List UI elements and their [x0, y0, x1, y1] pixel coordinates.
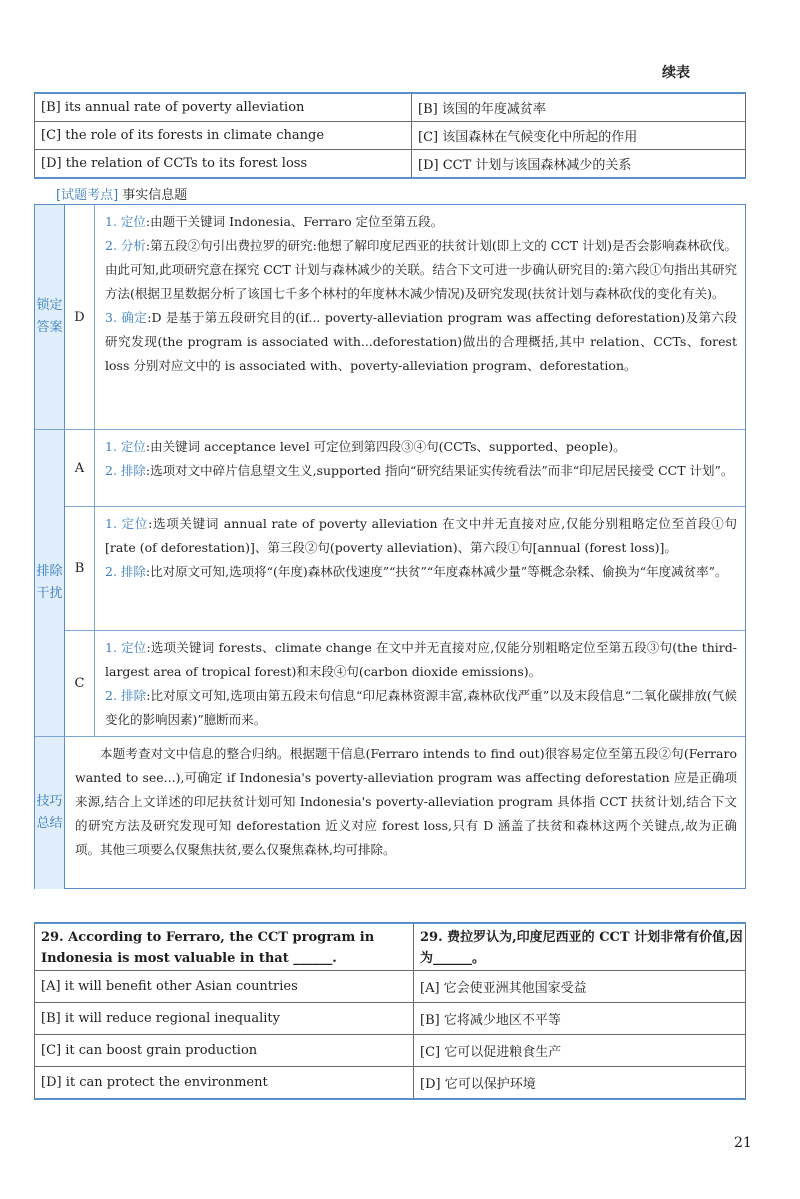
step-keyword: 3. 确定 — [105, 310, 148, 325]
step-keyword: 1. 定位 — [105, 439, 146, 454]
tips-content — [65, 737, 745, 889]
lock-answer-letter: D — [65, 205, 95, 429]
question-type-text: 事实信息题 — [118, 188, 188, 203]
table-row — [35, 1035, 746, 1067]
step-text: :第五段②句引出费拉罗的研究:他想了解印度尼西亚的扶贫计划(即上文的 CCT 计划)是否会影响森林砍伐。由此可知,此项研究意在探究 CCT 计划与森林减少的关联。结合下文可进一步确认研究目的:第六段①句指出其研究方法(根据卫星数据分析了该国七千多个林村的年度林木减少情况)及研究发现(扶贫计划与森林砍伐的变化有关)。 — [105, 238, 737, 301]
analysis-frame — [34, 204, 746, 889]
question-en: 29. According to Ferraro, the CCT program in Indonesia is most valuable in that ______. — [35, 923, 414, 971]
table-row — [35, 923, 746, 971]
table-row — [35, 1003, 746, 1035]
option-zh: [A] 它会使亚洲其他国家受益 — [414, 971, 746, 1003]
step-text: :选项对文中碎片信息望文生义,supported 指向“研究结果证实传统看法”而非“印尼居民接受 CCT 计划”。 — [145, 463, 734, 478]
option-en: [B] its annual rate of poverty alleviation — [35, 93, 412, 122]
option-zh: [B] 它将减少地区不平等 — [414, 1003, 746, 1035]
question-29-table — [34, 922, 746, 1100]
step-keyword: 1. 定位 — [105, 516, 149, 531]
option-zh: [D] 它可以保护环境 — [414, 1067, 746, 1100]
option-zh: [C] 它可以促进粮食生产 — [414, 1035, 746, 1067]
step-keyword: 2. 排除 — [105, 564, 146, 579]
option-en: [B] it will reduce regional inequality — [35, 1003, 414, 1035]
step-text: :由关键词 acceptance level 可定位到第四段③④句(CCTs、supported、people)。 — [145, 439, 626, 454]
step-keyword: 2. 分析 — [105, 238, 146, 253]
step-text: :D 是基于第五段研究目的(if... poverty-alleviation program was affecting deforestation)及第六段研究发现(the program is associated with...deforestation)做出的合理概括,其中 relation、CCTs、forest loss 分别对应文中的 is associated with、poverty-alleviation program、deforestation。 — [105, 310, 737, 373]
table-row — [35, 122, 746, 150]
table-row — [35, 971, 746, 1003]
step-keyword: 1. 定位 — [105, 640, 147, 655]
exclude-c-content — [95, 631, 745, 736]
tips-label: 技巧总结 — [35, 737, 65, 889]
option-en: [A] it will benefit other Asian countries — [35, 971, 414, 1003]
table-row — [35, 1067, 746, 1100]
option-en: [C] the role of its forests in climate change — [35, 122, 412, 150]
exclude-b-content — [95, 507, 745, 630]
option-en: [C] it can boost grain production — [35, 1035, 414, 1067]
step-text: :比对原文可知,选项由第五段末句信息“印尼森林资源丰富,森林砍伐严重”以及末段信息“二氧化碳排放(气候变化的影响因素)”臆断而来。 — [105, 688, 737, 727]
step-keyword: 2. 排除 — [105, 688, 147, 703]
continued-label: 续表 — [662, 65, 690, 81]
question-zh: 29. 费拉罗认为,印度尼西亚的 CCT 计划非常有价值,因为______。 — [414, 923, 746, 971]
question-type-line — [56, 184, 187, 203]
lock-step-1 — [105, 210, 737, 234]
option-zh: [C] 该国森林在气候变化中所起的作用 — [412, 122, 746, 150]
table-row — [35, 150, 746, 179]
step-text: :由题干关键词 Indonesia、Ferraro 定位至第五段。 — [145, 214, 444, 229]
step-keyword: 1. 定位 — [105, 214, 146, 229]
lock-answer-content — [95, 205, 745, 429]
question-type-tag: [试题考点] — [56, 188, 119, 203]
exclude-letter-a: A — [65, 430, 95, 506]
lock-step-2 — [105, 234, 737, 306]
lock-step-3 — [105, 306, 737, 378]
option-en: [D] it can protect the environment — [35, 1067, 414, 1100]
exclude-letter-c: C — [65, 631, 95, 736]
table-row — [35, 93, 746, 122]
step-keyword: 2. 排除 — [105, 463, 146, 478]
step-text: :选项关键词 forests、climate change 在文中并无直接对应,仅能分别粗略定位至第五段③句(the third-largest area of tropical forest)和末段④句(carbon dioxide emissions)。 — [105, 640, 737, 679]
exclude-label: 排除干扰 — [35, 430, 65, 736]
step-text: :选项关键词 annual rate of poverty alleviation 在文中并无直接对应,仅能分别粗略定位至首段①句[rate (of deforestation)]、第三段②句(poverty alleviation)、第六段①句[annual (forest loss)]。 — [105, 516, 737, 555]
page-number: 21 — [734, 1135, 752, 1151]
exclude-letter-b: B — [65, 507, 95, 630]
tips-text: 本题考查对文中信息的整合归纳。根据题干信息(Ferraro intends to find out)很容易定位至第五段②句(Ferraro wanted to see...),可确定 if Indonesia's poverty-alleviation program was affecting deforestation 应是正确项来源,结合上文详述的印尼扶贫计划可知 Indonesia's poverty-alleviation program 具体指 CCT 扶贫计划,结合下文的研究方法及研究发现可知 deforestation 近义对应 forest loss,只有 D 涵盖了扶贫和森林这两个关键点,故为正确项。其他三项要么仅聚焦扶贫,要么仅聚焦森林,均可排除。 — [75, 746, 737, 857]
option-zh: [B] 该国的年度减贫率 — [412, 93, 746, 122]
option-zh: [D] CCT 计划与该国森林减少的关系 — [412, 150, 746, 179]
step-text: :比对原文可知,选项将“(年度)森林砍伐速度”“扶贫”“年度森林减少量”等概念杂糅、偷换为“年度减贫率”。 — [145, 564, 728, 579]
exclude-a-content — [95, 430, 745, 506]
options-table-top — [34, 92, 746, 179]
option-en: [D] the relation of CCTs to its forest loss — [35, 150, 412, 179]
lock-answer-label: 锁定答案 — [35, 205, 65, 429]
